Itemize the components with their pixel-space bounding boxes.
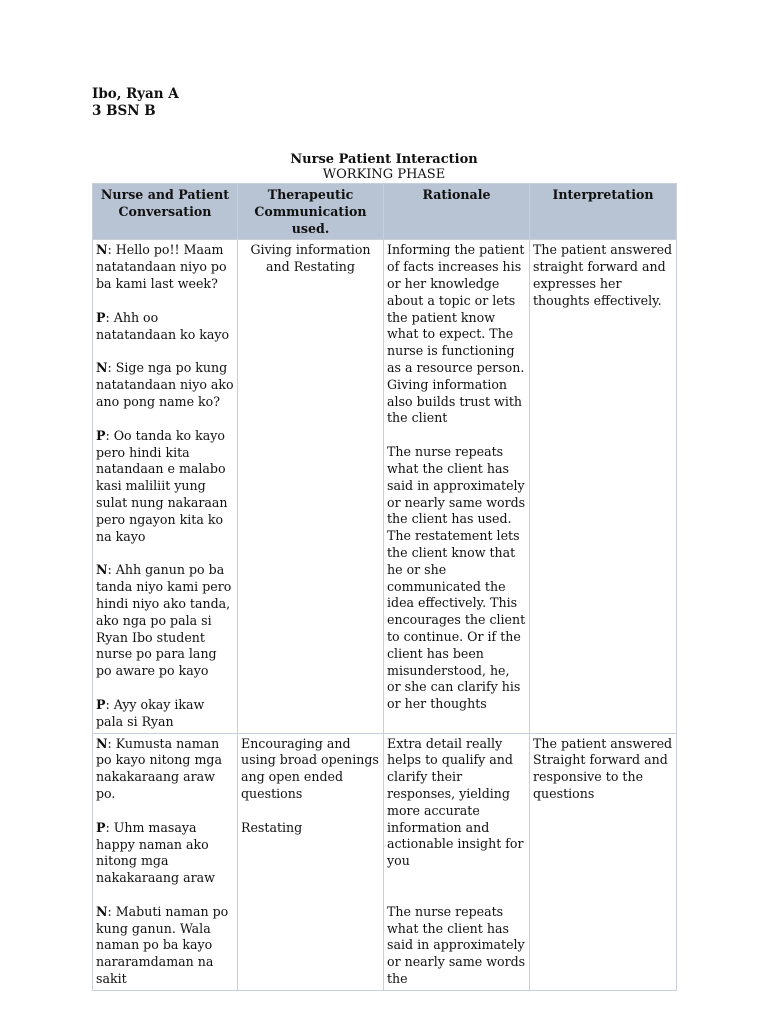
column-header-interpretation: Interpretation bbox=[530, 184, 677, 240]
dialogue-line: P: Ayy okay ikaw pala si Ryan bbox=[96, 696, 205, 729]
rationale-text: Extra detail really helps to qualify and clarify their responses, yielding more accurate information and actionable insight for you bbox=[387, 735, 524, 869]
dialogue-line: N: Kumusta naman po kayo nitong mga nakakaraang araw po. bbox=[96, 735, 222, 801]
conversation-cell bbox=[93, 733, 238, 990]
table-header-row bbox=[93, 184, 677, 240]
dialogue-line: N: Sige nga po kung natatandaan niyo ako ano pong name ko? bbox=[96, 360, 234, 409]
dialogue-line: N: Hello po!! Maam natatandaan niyo po ba kami last week? bbox=[96, 242, 227, 291]
interaction-table bbox=[92, 183, 677, 991]
conversation-cell bbox=[93, 240, 238, 733]
dialogue-line: P: Oo tanda ko kayo pero hindi kita natandaan e malabo kasi maliliit yung sulat nung nakaraan pero ngayon kita ko na kayo bbox=[96, 427, 228, 544]
document-title: Nurse Patient Interaction bbox=[290, 152, 478, 167]
interpretation-cell: The patient answered Straight forward and responsive to the questions bbox=[530, 733, 677, 990]
document-title-block bbox=[92, 152, 676, 182]
student-section: 3 BSN B bbox=[92, 103, 156, 119]
technique-text: Encouraging and using broad openings ang open ended questions bbox=[241, 735, 379, 801]
table-row bbox=[93, 733, 677, 990]
dialogue-line: N: Ahh ganun po ba tanda niyo kami pero hindi niyo ako tanda, ako nga po pala si Ryan Ibo student nurse po para lang po aware po kayo bbox=[96, 562, 232, 679]
phase-title: WORKING PHASE bbox=[322, 167, 446, 182]
interpretation-cell: The patient answered straight forward and expresses her thoughts effectively. bbox=[530, 240, 677, 733]
rationale-cell bbox=[384, 733, 530, 990]
technique-cell: Giving information and Restating bbox=[238, 240, 384, 733]
technique-cell bbox=[238, 733, 384, 990]
dialogue-line: N: Mabuti naman po kung ganun. Wala naman po ba kayo nararamdaman na sakit bbox=[96, 903, 229, 987]
rationale-text: The nurse repeats what the client has said in approximately or nearly same words the client has used. The restatement lets the client know that he or she communicated the idea effectively. This encourages the client to continue. Or if the client has been misunderstood, he, or she can clarify his or her thoughts bbox=[387, 444, 526, 712]
dialogue-line: P: Uhm masaya happy naman ako nitong mga nakakaraang araw bbox=[96, 819, 215, 886]
student-name: Ibo, Ryan A bbox=[92, 86, 179, 102]
rationale-text: Informing the patient of facts increases his or her knowledge about a topic or lets the patient know what to expect. The nurse is functioning as a resource person. Giving information also builds trust with the client bbox=[387, 242, 525, 426]
rationale-cell bbox=[384, 240, 530, 733]
technique-text: Restating bbox=[241, 819, 303, 835]
rationale-text: The nurse repeats what the client has said in approximately or nearly same words the bbox=[387, 903, 526, 987]
table-row bbox=[93, 240, 677, 733]
student-info bbox=[92, 86, 179, 120]
column-header-technique: Therapeutic Communication used. bbox=[238, 184, 384, 240]
column-header-rationale: Rationale bbox=[384, 184, 530, 240]
column-header-conversation: Nurse and Patient Conversation bbox=[93, 184, 238, 240]
dialogue-line: P: Ahh oo natatandaan ko kayo bbox=[96, 309, 230, 342]
